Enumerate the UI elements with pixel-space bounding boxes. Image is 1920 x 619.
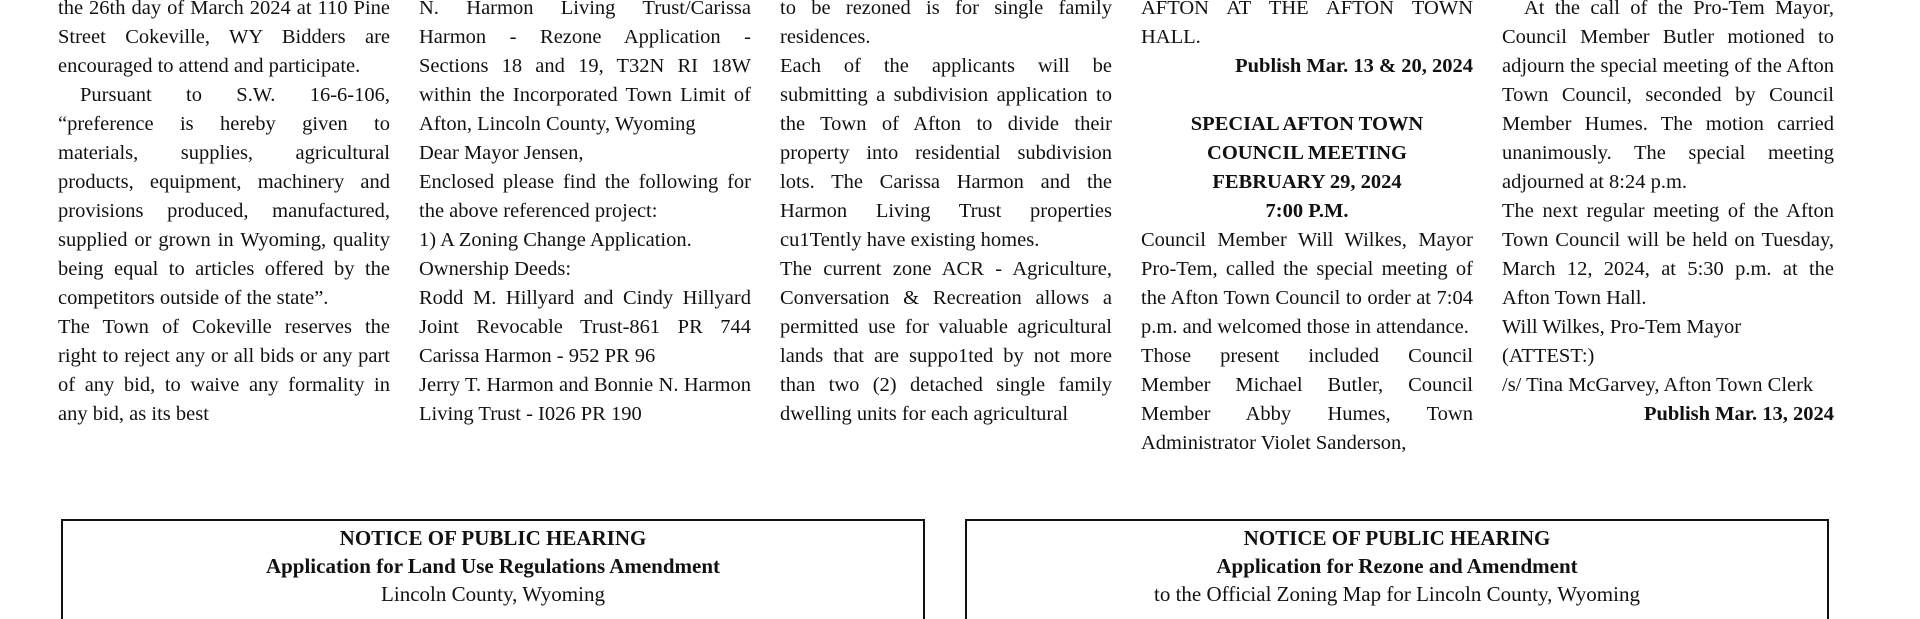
paragraph: Ownership Deeds: — [419, 258, 572, 280]
publish-line: Publish Mar. 13, 2024 — [1643, 403, 1834, 425]
publish-line: Publish Mar. 13 & 20, 2024 — [1235, 55, 1473, 77]
column-2 — [419, 0, 751, 429]
heading-line: SPECIAL AFTON TOWN — [1190, 113, 1424, 135]
heading-line: 7:00 P.M. — [1265, 200, 1349, 222]
paragraph: The next regular meeting of the Afton Town Council will be held on Tuesday, March 12, 2024, at 5:30 p.m. at the Afton Town Hall. — [1502, 200, 1834, 309]
notice-subtitle: Application for Land Use Regulations Amendment — [265, 554, 721, 578]
paragraph: 1) A Zoning Change Application. — [419, 229, 692, 251]
column-1 — [58, 0, 390, 429]
notice-box-land-use — [61, 519, 925, 619]
notice-subtitle: Application for Rezone and Amendment — [1216, 554, 1578, 578]
paragraph: The current zone ACR - Agriculture, Conversation & Recreation allows a permitted use for valuable agricultural lands that are suppo1ted by not more than two (2) detached single family dwelling units for each agricultural — [780, 258, 1112, 425]
paragraph: Council Member Will Wilkes, Mayor Pro-Tem, called the special meeting of the Afton Town Council to order at 7:04 p.m. and welcomed those in attendance. — [1141, 229, 1473, 338]
paragraph: Those present included Council Member Michael Butler, Council Member Abby Humes, Town Administrator Violet Sanderson, — [1141, 345, 1473, 454]
paragraph: the 26th day of March 2024 at 110 Pine Street Cokeville, WY Bidders are encouraged to attend and participate. — [58, 0, 390, 77]
column-4 — [1141, 0, 1473, 458]
salutation: Dear Mayor Jensen, — [419, 142, 584, 164]
notice-title: NOTICE OF PUBLIC HEARING — [1243, 526, 1551, 550]
signature-name: Will Wilkes, Pro-Tem Mayor — [1502, 316, 1742, 338]
paragraph: AFTON AT THE AFTON TOWN HALL. — [1141, 0, 1473, 48]
paragraph: Pursuant to S.W. 16-6-106, “preference is hereby given to materials, supplies, agricultural products, equipment, machinery and provisions produced, manufactured, supplied or grown in Wyoming, quality being equal to articles offered by the competitors outside of the state”. — [58, 84, 390, 309]
column-5 — [1502, 0, 1834, 429]
notice-title: NOTICE OF PUBLIC HEARING — [339, 526, 647, 550]
meeting-heading — [1141, 110, 1473, 226]
paragraph: Each of the applicants will be submitting a subdivision application to the Town of Afton to divide their property into residential subdivision lots. The Carissa Harmon and the Harmon Living Trust properties cu1Tently have existing homes. — [780, 55, 1112, 251]
paragraph: Jerry T. Harmon and Bonnie N. Harmon Living Trust - I026 PR 190 — [419, 374, 751, 425]
paragraph: N. Harmon Living Trust/Carissa Harmon - Rezone Application - Sections 18 and 19, T32N RI 18W within the Incorporated Town Limit of Afton, Lincoln County, Wyoming — [419, 0, 751, 135]
paragraph: At the call of the Pro-Tem Mayor, Council Member Butler motioned to adjourn the special meeting of the Afton Town Council, seconded by Council Member Humes. The motion carried unanimously. The special meeting adjourned at 8:24 p.m. — [1502, 0, 1834, 193]
paragraph: to be rezoned is for single family residences. — [780, 0, 1112, 48]
notice-location: Lincoln County, Wyoming — [381, 582, 605, 606]
heading-line: COUNCIL MEETING — [1207, 142, 1407, 164]
clerk-signature: /s/ Tina McGarvey, Afton Town Clerk — [1502, 374, 1814, 396]
heading-line: FEBRUARY 29, 2024 — [1212, 171, 1402, 193]
notice-box-rezone — [965, 519, 1829, 619]
column-3 — [780, 0, 1112, 429]
notice-location: to the Official Zoning Map for Lincoln County, Wyoming — [1154, 582, 1640, 606]
attest-label: (ATTEST:) — [1502, 345, 1595, 367]
paragraph: The Town of Cokeville reserves the right to reject any or all bids or any part of any bid, to waive any formality in any bid, as its best — [58, 316, 390, 425]
paragraph: Rodd M. Hillyard and Cindy Hillyard Joint Revocable Trust-861 PR 744 Carissa Harmon - 952 PR 96 — [419, 287, 751, 367]
paragraph: Enclosed please find the following for the above referenced project: — [419, 171, 751, 222]
